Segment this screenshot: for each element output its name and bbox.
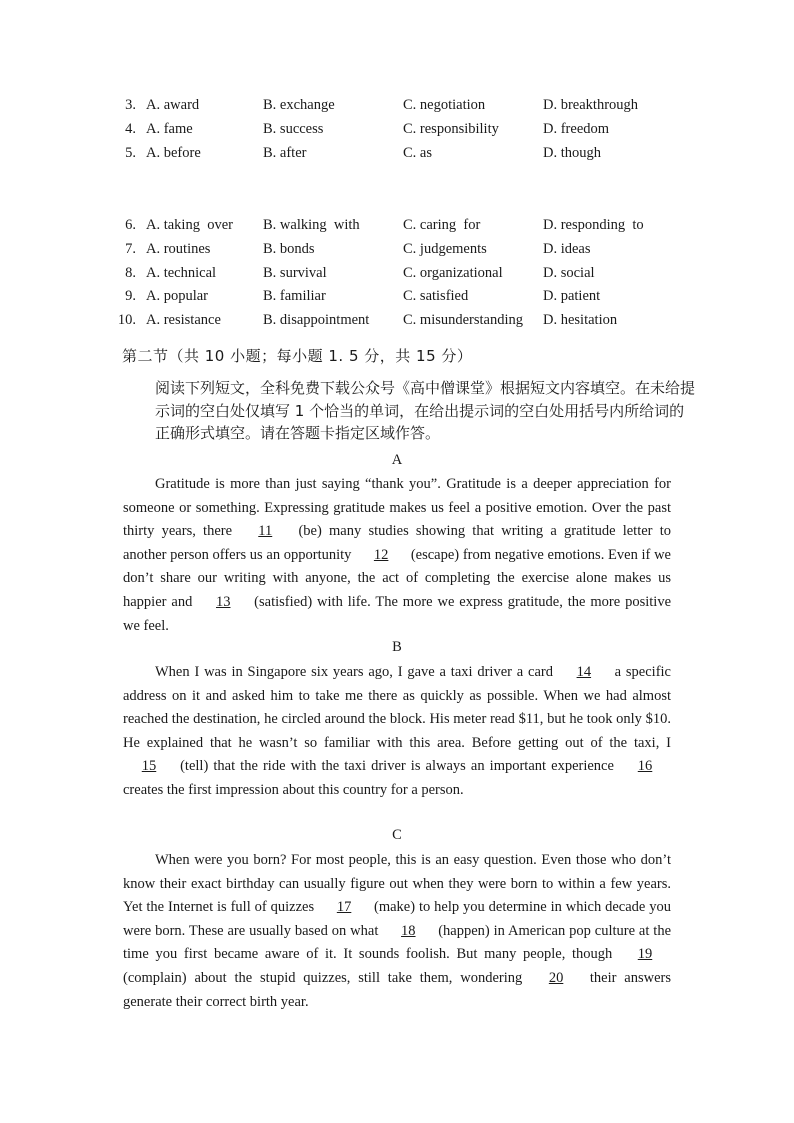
passage-a-letter: A [391, 452, 403, 468]
question-number: 5. [125, 144, 136, 161]
option-b: B. disappointment [263, 312, 370, 329]
choice-row-10 [0, 309, 794, 333]
option-d: D. though [543, 144, 601, 161]
option-d: D. freedom [543, 120, 610, 137]
choice-row-7 [0, 238, 794, 262]
choice-row-9 [0, 285, 794, 309]
passage-b [123, 661, 671, 803]
blank-12: 12 [373, 546, 389, 563]
question-number: 9. [125, 288, 136, 305]
question-number: 3. [125, 97, 136, 113]
passage-text: (complain) about the stupid quizzes, still take them, wondering [123, 969, 523, 986]
option-a: A. technical [146, 264, 217, 281]
passage-text: (satisfied) with life. The more we express gratitude, the more positive we feel. [123, 593, 672, 634]
choices-top [0, 94, 794, 165]
passage-text: a specific address on it and asked him to take me there as quickly as possible. When we had almost reached the destination, he circled around the block. His meter read $11, but he took only $10. He explained that he wasn’t so familiar with this area. Before getting out of the taxi, I [123, 664, 671, 751]
passage-text: (be) many studies showing that writing a gratitude letter to another person offers us an opportunity [123, 523, 671, 563]
option-d: D. ideas [543, 240, 591, 257]
option-b: B. bonds [263, 240, 315, 257]
choice-row-5 [0, 142, 794, 166]
option-c: C. as [403, 144, 432, 161]
choice-row-4 [0, 118, 794, 142]
option-d: D. social [543, 264, 595, 281]
passage-text: their answers generate their correct birth year. [123, 969, 672, 1010]
passage-text: Gratitude is more than just saying “thank you”. Gratitude is a deeper appreciation for someone or something. Expressing gratitude makes us feel a positive emotion. Over the past thirty years, there [123, 476, 671, 540]
option-b: B. after [263, 144, 307, 161]
question-number: 6. [125, 217, 136, 233]
option-d: D. hesitation [543, 312, 618, 329]
option-b: B. walking with [263, 217, 360, 233]
passage-text: When I was in Singapore six years ago, I gave a taxi driver a card [155, 664, 553, 680]
option-c: C. organizational [403, 264, 503, 281]
passage-text: (happen) in American pop culture at the time you first became aware of it. It sounds foolish. But many people, though [123, 922, 672, 963]
question-number: 4. [125, 120, 136, 137]
option-c: C. satisfied [403, 288, 469, 305]
choice-row-3 [0, 94, 794, 118]
section-instructions: 阅读下列短文，全科免费下载公众号《高中僧课堂》根据短文内容填空。在未给提示词的空白处仅填写 1 个恰当的单词，在给出提示词的空白处用括号内所给词的正确形式填空。请在答题卡指定区域作答。 [155, 379, 696, 442]
passage-text: (tell) that the ride with the taxi driver is always an important experience [180, 758, 614, 775]
passage-text: When were you born? For most people, this is an easy question. Even those who don’t know their exact birthday can usually figure out when they were born to within a few years. Yet the Internet is full of quizzes [123, 852, 671, 916]
option-a: A. fame [146, 120, 193, 137]
passage-b-letter: B [392, 639, 402, 655]
passage-c [123, 849, 671, 1014]
blank-11: 11 [258, 523, 273, 540]
blank-17: 17 [336, 899, 352, 916]
passage-text: (escape) from negative emotions. Even if we don’t share our writing with anyone, the act of completing the exercise alone makes us happier and [123, 546, 671, 610]
blank-18: 18 [401, 922, 416, 939]
blank-13: 13 [216, 593, 231, 610]
option-b: B. survival [263, 264, 327, 281]
choice-row-6 [0, 214, 794, 238]
option-d: D. breakthrough [543, 97, 639, 113]
option-b: B. exchange [263, 97, 335, 113]
option-d: D. responding to [543, 217, 644, 233]
choices-bottom [0, 214, 794, 333]
option-a: A. resistance [146, 312, 221, 329]
option-b: B. familiar [263, 288, 326, 305]
passage-a [123, 473, 671, 638]
option-c: C. negotiation [403, 97, 486, 113]
passage-c-letter: C [392, 827, 402, 843]
option-a: A. popular [146, 288, 209, 305]
option-c: C. caring for [403, 217, 481, 233]
blank-19: 19 [637, 946, 653, 963]
option-a: A. taking over [146, 217, 233, 233]
option-d: D. patient [543, 288, 601, 305]
section-title: 第二节（共 10 小题；每小题 1. 5 分，共 15 分） [122, 347, 473, 365]
option-b: B. success [263, 120, 324, 137]
option-a: A. routines [146, 240, 211, 257]
passage-text: (make) to help you determine in which decade you were born. These are usually based on what [123, 899, 672, 939]
question-number: 7. [125, 240, 136, 257]
choice-row-8 [0, 262, 794, 286]
option-c: C. judgements [403, 240, 487, 257]
option-c: C. misunderstanding [403, 312, 524, 329]
question-number: 10. [117, 312, 136, 329]
question-number: 8. [125, 264, 136, 281]
option-a: A. before [146, 144, 201, 161]
option-c: C. responsibility [403, 120, 499, 137]
blank-15: 15 [141, 758, 157, 775]
option-a: A. award [146, 97, 200, 113]
blank-16: 16 [637, 758, 653, 775]
blank-20: 20 [548, 969, 564, 986]
blank-14: 14 [576, 664, 592, 680]
passage-text: creates the first impression about this country for a person. [123, 781, 464, 798]
